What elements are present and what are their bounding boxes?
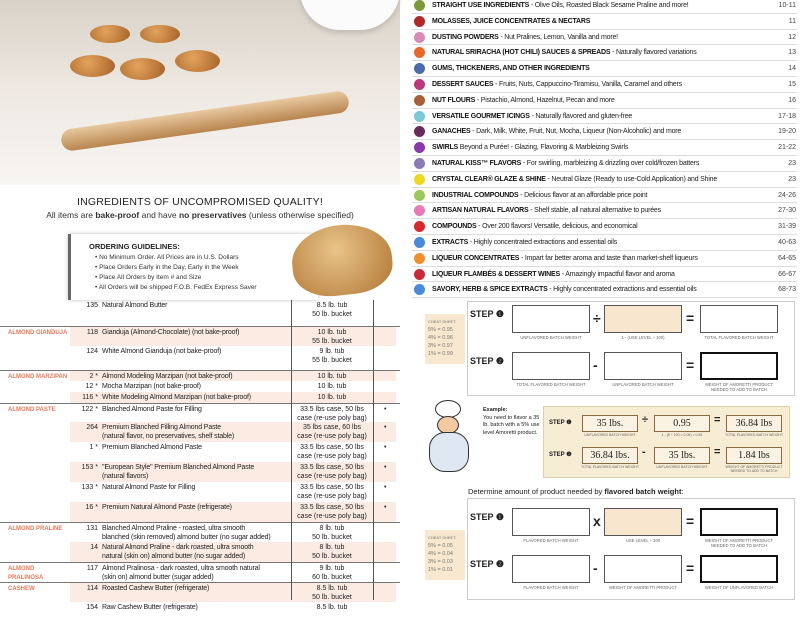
example-value: 36.84 lbs [726,415,782,432]
input-box[interactable] [604,352,682,380]
cheat-sheet: CHEAT SHEET: 5% = 0.05 4% = 0.04 3% = 0.03 1% = 0.01 [425,530,465,580]
table-row [0,422,400,442]
guideline-item: • No Minimum Order. All Prices are in U.S. Dollars [95,254,318,261]
catalog-item [412,30,797,46]
catalog-item [412,140,797,156]
catalog-item-title: LIQUEUR FLAMBÉS & DESSERT WINES [432,270,560,278]
catalog-item [412,267,797,283]
catalog-item-pages: 24-26 [778,191,796,199]
catalog-item-pages: 15 [788,81,796,88]
catalog-item-title: EXTRACTS [432,239,469,246]
bake-proof-mark: • [384,484,387,491]
item-number: 12 * [85,383,98,390]
table-row [0,502,400,522]
catalog-item-description: - For swirling, marbleizing & drizzling over cold/frozen batters [521,160,700,167]
product-name: Almond Pralinosa - dark roasted, ultra smooth natural (skin on) almond butter (sugar added) [102,565,260,581]
natural-kiss-flavorsicon [414,158,425,169]
quality-subtitle: All items are bake-proof and have no preservatives (unless otherwise specified) [46,210,354,220]
bake-proof-mark: • [384,424,387,431]
industrial-compoundsicon [414,190,425,201]
example-caption: WEIGHT OF AMORETTI PRODUCT NEEDED TO ADD TO BATCH [725,465,783,473]
catalog-item-pages: 21-22 [778,144,796,152]
catalog-item-pages: 14 [788,65,796,73]
table-row [0,370,400,381]
example-value: 35 lbs. [654,447,710,464]
example-caption: 1 - (5 ÷ 100 = 0.05) = 0.95 [661,433,703,437]
catalog-item-text [432,219,637,234]
table-row [0,542,400,562]
catalog-item [412,109,797,125]
equals-sign: = [686,357,695,373]
package-size: 9 lb. tub 60 lb. bucket [312,565,352,581]
example-caption: UNFLAVORED BATCH WEIGHT [656,465,708,469]
item-number: 154 [86,604,98,611]
catalog-item-title: SAVORY, HERB & SPICE EXTRACTS [432,286,548,294]
package-size: 10 lb. tub [317,383,347,390]
box-caption: UNFLAVORED BATCH WEIGHT [520,335,582,340]
package-size: 35 lbs case, 60 lbs case (re-use poly bag) [297,424,367,440]
catalog-item-title: VERSATILE GOURMET ICINGS [432,112,530,120]
catalog-item-description: - Highly concentrated extractions and essential oils [468,239,618,246]
table-row [0,392,400,403]
catalog-item-pages: 13 [788,49,796,57]
catalog-item-pages: 64-65 [778,254,796,262]
table-row [0,442,400,462]
catalog-item-text [432,45,697,60]
package-size: 8.5 lb. tub 50 lb. bucket [312,585,352,601]
catalog-item-pages: 19-20 [778,128,796,136]
catalog-item-text [432,267,675,282]
catalog-item-title: GUMS, THICKENERS, AND OTHER INGREDIENTS [432,65,590,73]
catalog-item [412,45,797,61]
product-name: White Modeling Almond Marzipan (not bake-proof) [102,394,251,401]
catalog-item-text [432,61,590,76]
catalog-item [412,77,797,93]
catalog-item-pages: 10-11 [778,2,796,9]
catalog-item-text [432,0,689,13]
catalog-item [412,251,797,267]
catalog-item [412,172,797,188]
product-name: White Almond Gianduja (not bake-proof) [102,348,222,355]
package-size: 33.5 lbs case, 50 lbs case (re-use poly bag) [297,504,367,520]
item-number: 122 * [81,406,98,413]
example-caption: TOTAL FLAVORED BATCH WEIGHT [725,433,783,437]
example-text: Example: You need to flavor a 35 lb. batch with a 5% use level Amoretti product. [483,407,540,436]
package-size: 33.5 lbs case, 50 lbs case (re-use poly bag) [297,406,367,422]
guideline-item: • All Orders will be shipped F.O.B. FedEx Express Saver [95,284,318,291]
step-label: STEP ❶ [470,512,504,522]
catalog-item-description: - Over 200 flavors! Versatile, delicious, and economical [476,223,638,231]
operator: ÷ [642,414,649,426]
box-caption: UNFLAVORED BATCH WEIGHT [612,382,674,387]
guideline-item: • Place All Orders by Item # and Size [95,274,318,281]
table-row [0,346,400,370]
catalog-item-title: NUT FLOURS [432,96,476,104]
table-row [0,326,400,346]
package-size: 8 lb. tub 50 lb. bucket [312,544,352,560]
category-label: CASHEW [8,586,35,592]
box-caption: WEIGHT OF AMORETTI PRODUCT [608,585,678,590]
item-number: 131 [86,525,98,532]
step-label: STEP ❷ [470,559,504,569]
step-label: STEP ❶ [470,309,504,319]
savory-herb-spice-extractsicon [414,284,425,295]
gums-thickeners-and-other-ingredientsicon [414,63,425,74]
input-box[interactable] [700,508,778,536]
item-number: 135 [86,302,98,309]
package-size: 8.5 lb. tub 50 lb. bucket [312,302,352,318]
catalog-item-title: NATURAL KISS™ FLAVORS [432,160,522,167]
equals-sign: = [714,446,721,458]
bread-image [289,220,396,300]
catalog-item-text [432,14,590,29]
catalog-item [412,156,797,172]
table-row [0,562,400,582]
catalog-item-title: MOLASSES, JUICE CONCENTRATES & NECTARS [432,17,591,25]
table-row [0,381,400,392]
nut-floursicon [414,95,425,106]
catalog-item-title: DESSERT SAUCES [432,81,494,88]
catalog-item-text [432,77,682,92]
item-number: 114 [86,585,98,592]
catalog-item-text [432,203,661,218]
item-number: 133 * [81,484,98,491]
category-label: ALMOND GIANDUJA [8,330,68,336]
catalog-item-pages: 17-18 [778,112,796,120]
operator: x [593,513,601,529]
package-size: 9 lb. tub 55 lb. bucket [312,348,352,364]
item-number: 16 * [85,504,98,511]
molasses-juice-concentrates-nectarsicon [414,16,425,27]
catalog-item [412,188,797,204]
bake-proof-mark: • [384,406,387,413]
catalog-item-description: - Pistachio, Almond, Hazelnut, Pecan and more [475,96,615,104]
catalog-item-pages: 40-63 [778,239,796,246]
input-box[interactable] [512,555,590,583]
catalog-item-description: - Fruits, Nuts, Cappuccino-Tiramisu, Vanilla, Caramel and others [493,81,682,88]
catalog-item [412,14,797,30]
item-number: 1 * [89,444,98,451]
bake-proof-mark: • [384,444,387,451]
ganachesicon [414,126,425,137]
table-row [0,602,400,622]
catalog-item-description: - Highly concentrated extractions and essential oils [547,286,697,294]
product-name: Natural Almond Butter [102,302,168,309]
catalog-item-description: - Amazingly impactful flavor and aroma [559,270,675,278]
catalog-item-description: - Naturally flavored and gluten-free [529,112,633,120]
example-box [543,406,790,478]
bake-proof-mark: • [384,464,387,471]
box-caption: USE LEVEL ÷ 100 [625,538,661,543]
catalog-item-text [432,93,615,108]
artisan-natural-flavorsicon [414,205,425,216]
compoundsicon [414,221,425,232]
item-number: 117 [86,565,98,572]
input-box[interactable] [700,555,778,583]
table-row [0,522,400,542]
equals-sign: = [714,414,721,426]
catalog-item-title: CRYSTAL CLEAR® GLAZE & SHINE [432,175,546,183]
catalog-item [412,93,797,109]
catalog-item [412,124,797,140]
table-row [0,403,400,422]
catalog-item-description: - Nut Pralines, Lemon, Vanilla and more! [498,33,618,41]
catalog-item [412,282,797,298]
product-name: Natural Almond Paste for Filling [102,484,196,491]
left-page [0,0,400,611]
example-value: 0.95 [654,415,710,432]
dessert-saucesicon [414,79,425,90]
catalog-item-description: Beyond a Purée! - Glazing, Flavoring & Marbleizing Swirls [458,144,629,152]
product-name: Blanched Almond Praline - roasted, ultra smooth blanched (skin removed) almond butter (no sugar added) [102,525,271,541]
catalog-item-pages: 16 [788,96,796,104]
item-number: 124 [86,348,98,355]
catalog-item-description: - Dark, Milk, White, Fruit, Nut, Mocha, Liqueur (Non-Alcoholic) and more [470,128,682,136]
product-name: "European Style" Premium Blanched Almond Paste (natural flavors) [102,464,255,480]
catalog-item [412,61,797,77]
box-caption: TOTAL FLAVORED BATCH WEIGHT [516,382,586,387]
package-size: 33.5 lbs case, 50 lbs case (re-use poly bag) [297,444,367,460]
catalog-item-title: DUSTING POWDERS [432,33,499,41]
product-name: Premium Blanched Almond Paste [102,444,202,451]
category-label: ALMOND PRALINOSA [8,566,44,581]
catalog-item-description: - Delicious flavor at an affordable price point [518,191,648,199]
catalog-item-pages: 12 [788,33,796,41]
product-name: Premium Blanched Filling Almond Paste (natural flavor, no preservatives, shelf stable) [102,424,235,440]
catalog-item-description: - Shelf stable, all natural alternative to purées [528,207,661,215]
versatile-gourmet-icingsicon [414,111,425,122]
catalog-item-text [432,30,618,45]
natural-sriracha-hot-chili-sauces-spreadsicon [414,47,425,58]
equals-sign: = [686,560,695,576]
catalog-item-title: LIQUEUR CONCENTRATES [432,254,520,262]
product-name: Blanched Almond Paste for Filling [102,406,202,413]
catalog-item-pages: 27-30 [778,207,796,215]
dusting-powdersicon [414,32,425,43]
item-number: 264 [86,424,98,431]
equals-sign: = [686,513,695,529]
input-box[interactable] [700,305,778,333]
bakery-photo [0,0,400,185]
item-number: 118 [86,329,98,336]
catalog-item-title: SWIRLS [432,144,459,152]
product-name: Premium Natural Almond Paste (refrigerate) [102,504,232,511]
table-row [0,482,400,502]
catalog-item-title: GANACHES [432,128,471,136]
operator: ÷ [593,310,601,326]
product-name: Roasted Cashew Butter (refrigerate) [102,585,210,592]
package-size: 8.5 lb. tub [316,604,348,611]
operator: - [642,446,646,458]
catalog-item [412,235,797,251]
product-name: Raw Cashew Butter (refrigerate) [102,604,198,611]
catalog-item-text [432,251,698,266]
package-size: 10 lb. tub [317,394,347,401]
example-step-label: STEP ❶ [549,420,572,426]
item-number: 153 * [81,464,98,471]
example-step-label: STEP ❷ [549,452,572,458]
bake-proof-mark: • [384,504,387,511]
catalog-item-text [432,188,647,203]
box-caption: WEIGHT OF AMORETTI PRODUCT NEEDED TO ADD TO BATCH [704,382,774,392]
box-caption: TOTAL FLAVORED BATCH WEIGHT [704,335,774,340]
catalog-item [412,219,797,235]
catalog-item-description: - Impart far better aroma and taste than market-shelf liqueurs [519,254,698,262]
box-caption: WEIGHT OF AMORETTI PRODUCT NEEDED TO ADD TO BATCH [704,538,774,548]
operator: - [593,560,598,576]
package-size: 10 lb. tub 55 lb. bucket [312,329,352,345]
catalog-item-text [432,109,632,124]
operator: - [593,357,598,373]
liqueur-flamb-s-dessert-winesicon [414,269,425,280]
example-value: 36.84 lbs. [582,447,638,464]
catalog-item-pages: 23 [788,160,796,167]
step-label: STEP ❷ [470,356,504,366]
package-size: 8 lb. tub 50 lb. bucket [312,525,352,541]
catalog-item-text [432,140,628,155]
package-size: 33.5 lbs case, 50 lbs case (re-use poly bag) [297,484,367,500]
catalog-item-pages: 68-73 [778,286,796,294]
input-box[interactable] [604,305,682,333]
crystal-clear-glaze-shineicon [414,174,425,185]
input-box[interactable] [512,305,590,333]
chef-illustration [425,400,475,480]
example-value: 1.84 lbs [726,447,782,464]
catalog-item-title: ARTISAN NATURAL FLAVORS [432,207,529,215]
product-name: Gianduja (Almond-Chocolate) (not bake-proof) [102,329,240,336]
swirlsicon [414,142,425,153]
cheat-sheet: CHEAT SHEET: 5% = 0.95 4% = 0.96 3% = 0.97 1% = 0.99 [425,314,465,364]
product-name: Almond Modeling Marzipan (not bake-proof) [102,373,233,380]
ordering-guidelines [68,234,318,300]
box-caption: FLAVORED BATCH WEIGHT [523,585,579,590]
box-caption: WEIGHT OF UNFLAVORED BATCH [704,585,774,590]
category-label: ALMOND PRALINE [8,526,63,532]
product-name: Natural Almond Praline - dark roasted, ultra smooth natural (skin on) almond butter (no sugar added) [102,544,254,560]
catalog-item-description: - Neutral Glaze (Ready to use-Cold Application) and Shine [545,175,718,183]
product-name: Mocha Marzipan (not bake-proof) [102,383,201,390]
catalog-item-title: NATURAL SRIRACHA (HOT CHILI) SAUCES & SPREADS [432,49,611,57]
input-box[interactable] [512,352,590,380]
catalog-item-description: - Naturally flavored variations [610,49,697,57]
item-number: 2 * [89,373,98,380]
quality-title: INGREDIENTS OF UNCOMPROMISED QUALITY! [76,196,323,208]
guidelines-title: ORDERING GUIDELINES: [89,242,180,251]
catalog-item-title: INDUSTRIAL COMPOUNDS [432,191,519,199]
table-row [0,300,400,326]
example-value: 35 lbs. [582,415,638,432]
catalog-item-title: COMPOUNDS [432,223,477,231]
box-caption: FLAVORED BATCH WEIGHT [523,538,579,543]
quality-header [0,196,400,220]
catalog-item-text [432,282,697,297]
table-row [0,462,400,482]
catalog-item-text [432,124,681,139]
input-box[interactable] [604,555,682,583]
catalog-item-text [432,172,717,187]
equals-sign: = [686,310,695,326]
guideline-item: • Place Orders Early in the Day, Early in the Week [95,264,318,271]
catalog-item-pages: 11 [788,17,796,25]
catalog-item-text [432,235,617,250]
catalog-item [412,0,797,14]
input-box[interactable] [604,508,682,536]
category-label: ALMOND MARZIPAN [8,374,68,380]
catalog-item [412,203,797,219]
catalog-item-pages: 23 [788,175,796,183]
liqueur-concentratesicon [414,253,425,264]
package-size: 10 lb. tub [317,373,347,380]
extractsicon [414,237,425,248]
input-box[interactable] [700,352,778,380]
category-label: ALMOND PASTE [8,407,56,413]
catalog-item-description: - Olive Oils, Roasted Black Sesame Praline and more! [529,2,689,9]
straight-use-ingredientsicon [414,0,425,11]
catalog-item-text [432,156,699,171]
table-row [0,582,400,602]
catalog-item-pages: 31-39 [778,223,796,231]
example-caption: TOTAL FLAVORED BATCH WEIGHT [581,465,639,469]
catalog-item-title: STRAIGHT USE INGREDIENTS [432,2,530,9]
package-size: 33.5 lbs case, 50 lbs case (re-use poly bag) [297,464,367,480]
input-box[interactable] [512,508,590,536]
catalog-item-pages: 66-67 [778,270,796,278]
determine-heading: Determine amount of product needed by flavored batch weight: [468,487,684,496]
item-number: 14 [90,544,98,551]
example-caption: UNFLAVORED BATCH WEIGHT [584,433,636,437]
box-caption: 1 - (USE LEVEL ÷ 100) [621,335,665,340]
item-number: 116 * [82,394,98,401]
